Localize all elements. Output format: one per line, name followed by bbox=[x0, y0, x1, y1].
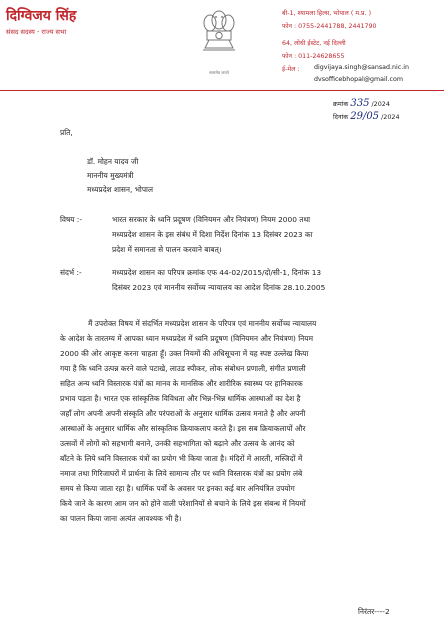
letterhead-name: दिग्विजय सिंह bbox=[6, 8, 77, 24]
email-secondary: dvsofficebhopal@gmail.com bbox=[314, 76, 403, 83]
body-line-10: बाँटने के लिये ध्वनि विस्तारक यंत्रों का प्रयोग भी किया जाता है। मंदिरों में आरती, मस्जिदों में bbox=[60, 454, 303, 463]
email-label: ई-मेल : bbox=[282, 66, 300, 73]
subject-label: विषय :- bbox=[60, 215, 83, 224]
ref-number-value: 335 bbox=[350, 98, 370, 109]
recipient-title: माननीय मुख्यमंत्री bbox=[87, 171, 134, 180]
address-line-3: 64, लोधी ईस्टेट, नई दिल्ली bbox=[282, 40, 346, 47]
body-line-9: उत्सवों में लोगों को सहभागी बनाने, उनकी सहभागिता को बढ़ाने और उत्सव के आनंद को bbox=[60, 439, 295, 448]
ref-number bbox=[333, 98, 390, 109]
body-line-11: नमाज तथा गिरिजाघरों में प्रार्थना के लिये सामान्य तौर पर ध्वनि विस्तारक यंत्रों का प्रयोग लंबे bbox=[60, 469, 303, 478]
address-line-4: फोन : 011-24628655 bbox=[282, 53, 345, 60]
letterhead-divider bbox=[0, 90, 444, 91]
body-line-4: गया है कि ध्वनि उत्पन्न करने वाले पटाखे, लाउड स्पीकर, लोक संबोधन प्रणाली, संगीत प्रणाली bbox=[60, 364, 306, 373]
body-line-13: किये जाने के कारण आम जन को होने वाली परेशानियों से बचाने के लिये इस संबन्ध में नियमों bbox=[60, 499, 306, 508]
body-line-6: प्रभाव पड़ता है। भारत एक सांस्कृतिक विविधता और भिन्न-भिन्न धार्मिक आस्थाओं का देश है bbox=[60, 394, 301, 403]
body-line-5: सहित अन्य ध्वनि विस्तारक यंत्रों का मानव के मानसिक और शारीरिक स्वास्थ्य पर हानिकारक bbox=[60, 379, 303, 388]
address-line-2: फोन : 0755-2441788, 2441790 bbox=[282, 23, 377, 30]
address-line-1: बी-1, श्यामला हिल्स, भोपाल ( म.प्र. ) bbox=[282, 10, 372, 17]
subject-line-1: भारत सरकार के ध्वनि प्रदूषण (विनियमन और नियंत्रण) नियम 2000 तथा bbox=[112, 215, 311, 224]
recipient-office: मध्यप्रदेश शासन, भोपाल bbox=[87, 185, 153, 194]
context-line-1: मध्यप्रदेश शासन का परिपत्र क्रमांक एफ 44-02/2015/दो/सी-1, दिनांक 13 bbox=[112, 268, 322, 277]
email-primary: digvijaya.singh@sansad.nic.in bbox=[314, 64, 409, 71]
body-line-3: 2000 की ओर आकृष्ट करना चाहता हूँ। उक्त नियमों की अधिसूचना में यह स्पष्ट उल्लेख किया bbox=[60, 349, 309, 358]
body-line-7: जहाँ लोग अपनी अपनी संस्कृति और परंपराओं के अनुसार धार्मिक उत्सव मनाते है और अपनी bbox=[60, 409, 306, 418]
ref-date-suffix: /2024 bbox=[381, 113, 400, 121]
emblem-caption: सत्यमेव जयते bbox=[209, 70, 229, 75]
body-line-12: समय से किया जाता रहा है। धार्मिक पर्वों के अवसर पर इनका कई बार अनियंत्रित उपयोग bbox=[60, 484, 295, 493]
subject-line-3: प्रदेश में समानता से पालन करवाने बाबत्। bbox=[112, 245, 222, 254]
ref-number-suffix: /2024 bbox=[371, 100, 390, 108]
letterhead-designation: संसद सदस्य - राज्य सभा bbox=[6, 28, 67, 36]
ref-date bbox=[333, 111, 400, 122]
continuation-marker: निरंतर----2 bbox=[358, 607, 390, 616]
ref-number-label: क्रमांक bbox=[333, 100, 349, 108]
body-line-2: के आदेश के तारतम्य में आपका ध्यान मध्यप्रदेश में ध्वनि प्रदूषण (विनियमन और नियंत्रण) नियम bbox=[60, 334, 313, 343]
body-line-8: आस्थाओं के अनुसार धार्मिक और सांस्कृतिक क्रियाकलाप करते है। इस सब क्रियाकलापों और bbox=[60, 424, 306, 433]
ref-date-label: दिनांक bbox=[333, 113, 349, 121]
salutation: प्रति, bbox=[60, 128, 73, 137]
context-label: संदर्भ :- bbox=[60, 268, 82, 277]
ref-date-value: 29/05 bbox=[350, 111, 380, 122]
subject-line-2: मध्यप्रदेश शासन के इस संबंध में दिशा निर्देश दिनांक 13 दिसंबर 2023 का bbox=[112, 230, 313, 239]
body-line-1: मैं उपरोक्त विषय में संदर्भित मध्यप्रदेश शासन के परिपत्र एवं माननीय सर्वोच्च न्यायालय bbox=[88, 319, 317, 328]
body-line-14: का पालन किया जाना अत्यंत आवश्यक भी है। bbox=[60, 514, 182, 523]
context-line-2: दिसंबर 2023 एवं माननीय सर्वोच्च न्यायालय का आदेश दिनांक 28.10.2005 bbox=[112, 283, 326, 292]
national-emblem-icon bbox=[199, 6, 239, 68]
recipient-name: डॉ. मोहन यादव जी bbox=[87, 157, 139, 166]
